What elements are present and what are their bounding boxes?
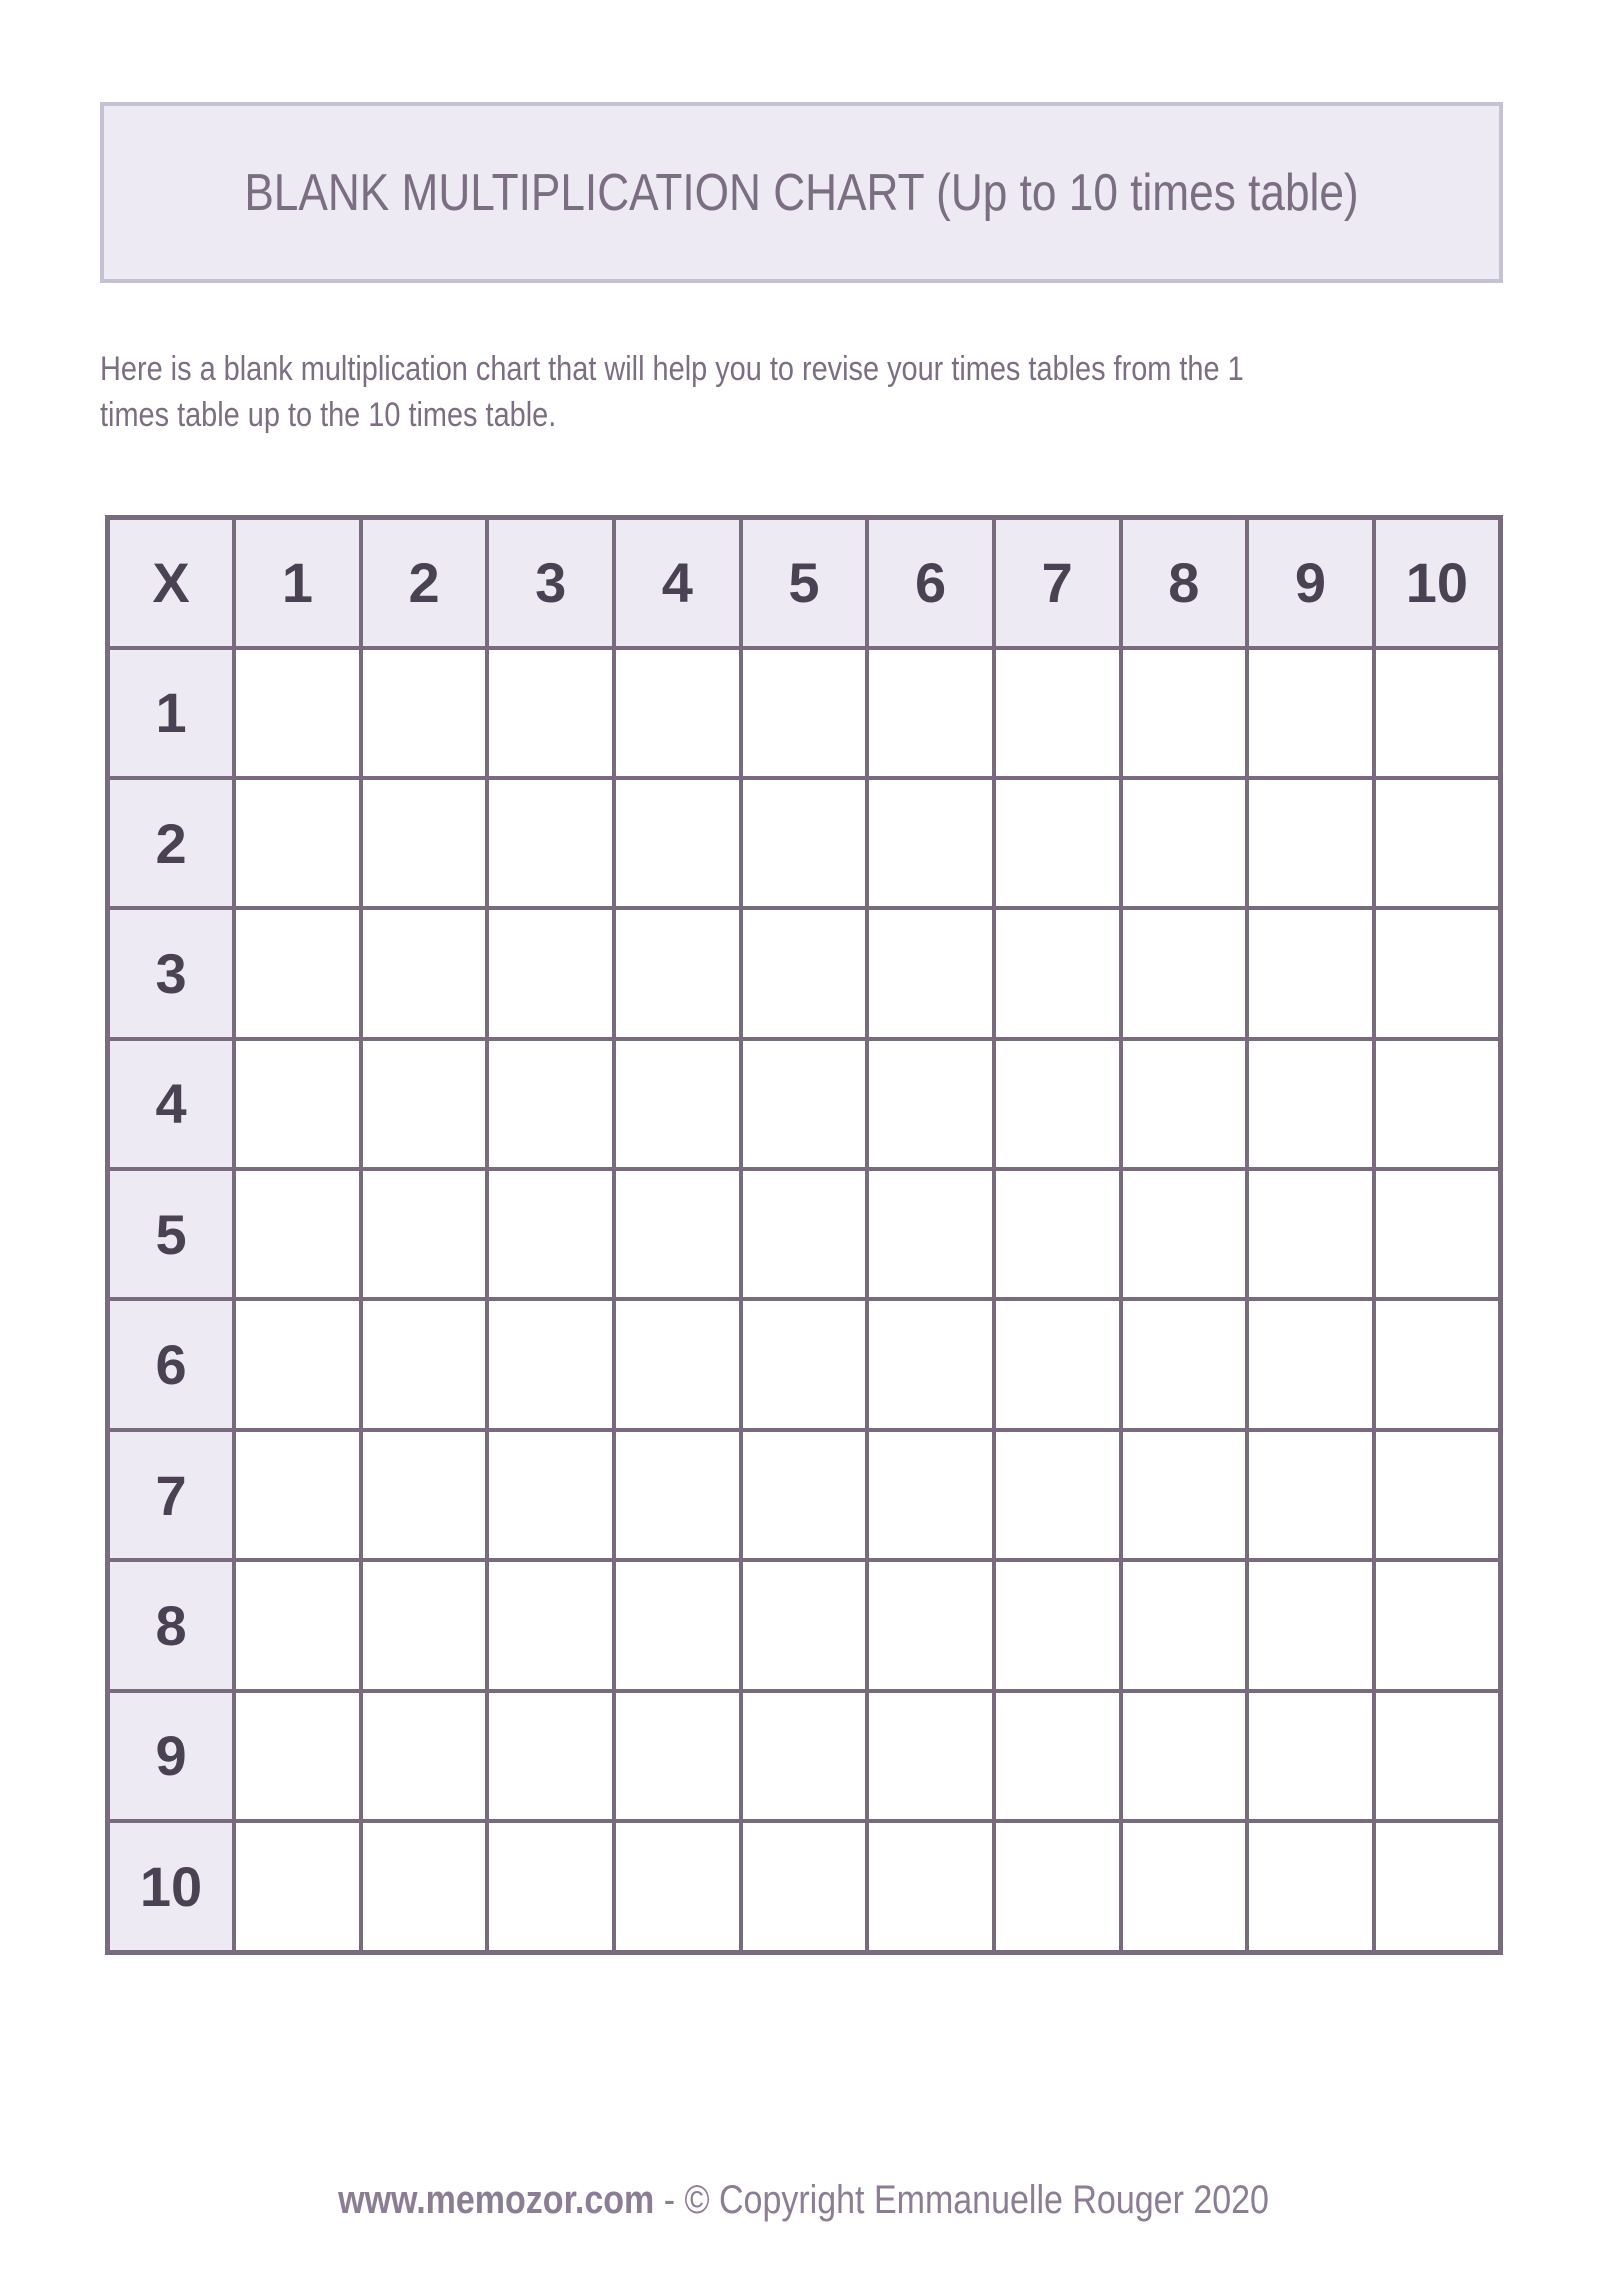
empty-cell: [614, 1430, 741, 1560]
table-row: [108, 1691, 1501, 1821]
description-line-1: Here is a blank multiplication chart that will help you to revise your times tables from the 1: [100, 350, 1244, 388]
empty-cell: [741, 1169, 868, 1299]
empty-cell: [614, 908, 741, 1038]
empty-cell: [1247, 1169, 1374, 1299]
empty-cell: [361, 1821, 488, 1952]
empty-cell: [234, 1691, 361, 1821]
empty-cell: [487, 1560, 614, 1690]
empty-cell: [614, 1169, 741, 1299]
empty-cell: [487, 1039, 614, 1169]
empty-cell: [361, 1560, 488, 1690]
empty-cell: [487, 908, 614, 1038]
empty-cell: [741, 1299, 868, 1429]
empty-cell: [361, 908, 488, 1038]
empty-cell: [361, 648, 488, 778]
row-header-cell: 10: [108, 1821, 235, 1952]
table-row: [108, 1299, 1501, 1429]
empty-cell: [867, 1299, 994, 1429]
table-row: [108, 778, 1501, 908]
col-header-cell: 2: [361, 518, 488, 648]
empty-cell: [1121, 1039, 1248, 1169]
empty-cell: [1247, 1691, 1374, 1821]
empty-cell: [1374, 1821, 1501, 1952]
empty-cell: [361, 1299, 488, 1429]
empty-cell: [361, 1691, 488, 1821]
table-body: [108, 648, 1501, 1953]
empty-cell: [1121, 1821, 1248, 1952]
row-header-cell: 5: [108, 1169, 235, 1299]
empty-cell: [741, 1691, 868, 1821]
empty-cell: [1374, 778, 1501, 908]
empty-cell: [1247, 1039, 1374, 1169]
empty-cell: [234, 1821, 361, 1952]
col-header-cell: 8: [1121, 518, 1248, 648]
col-header-cell: 5: [741, 518, 868, 648]
empty-cell: [867, 1691, 994, 1821]
empty-cell: [867, 908, 994, 1038]
empty-cell: [614, 1560, 741, 1690]
empty-cell: [741, 1430, 868, 1560]
empty-cell: [361, 1430, 488, 1560]
empty-cell: [994, 1691, 1121, 1821]
row-header-cell: 3: [108, 908, 235, 1038]
empty-cell: [234, 1299, 361, 1429]
row-header-cell: 8: [108, 1560, 235, 1690]
empty-cell: [487, 1821, 614, 1952]
title-box: [100, 102, 1503, 283]
empty-cell: [867, 1169, 994, 1299]
empty-cell: [1121, 1299, 1248, 1429]
empty-cell: [614, 1299, 741, 1429]
empty-cell: [994, 1039, 1121, 1169]
col-header-cell: 7: [994, 518, 1121, 648]
empty-cell: [614, 1691, 741, 1821]
empty-cell: [234, 648, 361, 778]
col-header-cell: 10: [1374, 518, 1501, 648]
empty-cell: [867, 648, 994, 778]
footer: [0, 2178, 1608, 2223]
empty-cell: [994, 1169, 1121, 1299]
row-header-cell: 7: [108, 1430, 235, 1560]
empty-cell: [867, 1560, 994, 1690]
empty-cell: [741, 1560, 868, 1690]
empty-cell: [994, 1560, 1121, 1690]
empty-cell: [234, 778, 361, 908]
row-header-cell: 1: [108, 648, 235, 778]
empty-cell: [1374, 1691, 1501, 1821]
empty-cell: [994, 1299, 1121, 1429]
empty-cell: [1121, 648, 1248, 778]
row-header-cell: 6: [108, 1299, 235, 1429]
empty-cell: [1247, 648, 1374, 778]
empty-cell: [1121, 1169, 1248, 1299]
empty-cell: [487, 1430, 614, 1560]
empty-cell: [1374, 1039, 1501, 1169]
empty-cell: [1247, 1299, 1374, 1429]
empty-cell: [487, 778, 614, 908]
table-row: [108, 1039, 1501, 1169]
row-header-cell: 4: [108, 1039, 235, 1169]
empty-cell: [361, 778, 488, 908]
empty-cell: [1121, 1560, 1248, 1690]
footer-text: [339, 2178, 1270, 2223]
empty-cell: [1121, 908, 1248, 1038]
empty-cell: [1247, 1821, 1374, 1952]
empty-cell: [1374, 1430, 1501, 1560]
empty-cell: [1374, 1169, 1501, 1299]
empty-cell: [994, 1430, 1121, 1560]
empty-cell: [1247, 908, 1374, 1038]
empty-cell: [614, 1821, 741, 1952]
table-row: [108, 1821, 1501, 1952]
header-row: [108, 518, 1501, 648]
empty-cell: [994, 778, 1121, 908]
table-row: [108, 1430, 1501, 1560]
empty-cell: [994, 648, 1121, 778]
col-header-cell: 1: [234, 518, 361, 648]
col-header-cell: 6: [867, 518, 994, 648]
row-header-cell: 9: [108, 1691, 235, 1821]
empty-cell: [741, 1821, 868, 1952]
empty-cell: [614, 778, 741, 908]
empty-cell: [1374, 908, 1501, 1038]
empty-cell: [487, 1169, 614, 1299]
table-row: [108, 648, 1501, 778]
empty-cell: [234, 1039, 361, 1169]
empty-cell: [867, 1821, 994, 1952]
empty-cell: [361, 1039, 488, 1169]
multiplication-table: [105, 515, 1503, 1955]
corner-cell: X: [108, 518, 235, 648]
empty-cell: [614, 648, 741, 778]
col-header-cell: 4: [614, 518, 741, 648]
empty-cell: [234, 1169, 361, 1299]
description-line-2: times table up to the 10 times table.: [100, 396, 557, 434]
table-head: [108, 518, 1501, 648]
empty-cell: [234, 1560, 361, 1690]
empty-cell: [487, 648, 614, 778]
footer-copyright: - © Copyright Emmanuelle Rouger 2020: [654, 2178, 1270, 2222]
footer-site-name: www.memozor.com: [338, 2178, 655, 2222]
empty-cell: [361, 1169, 488, 1299]
empty-cell: [867, 778, 994, 908]
empty-cell: [1247, 778, 1374, 908]
empty-cell: [1374, 1560, 1501, 1690]
empty-cell: [994, 908, 1121, 1038]
empty-cell: [1121, 1430, 1248, 1560]
empty-cell: [487, 1299, 614, 1429]
col-header-cell: 9: [1247, 518, 1374, 648]
empty-cell: [994, 1821, 1121, 1952]
empty-cell: [741, 778, 868, 908]
empty-cell: [741, 908, 868, 1038]
empty-cell: [1247, 1560, 1374, 1690]
empty-cell: [867, 1039, 994, 1169]
table-row: [108, 1560, 1501, 1690]
empty-cell: [487, 1691, 614, 1821]
page-title: BLANK MULTIPLICATION CHART (Up to 10 times table): [244, 163, 1359, 222]
empty-cell: [1247, 1430, 1374, 1560]
empty-cell: [1374, 1299, 1501, 1429]
row-header-cell: 2: [108, 778, 235, 908]
empty-cell: [234, 908, 361, 1038]
empty-cell: [614, 1039, 741, 1169]
empty-cell: [1374, 648, 1501, 778]
empty-cell: [1121, 778, 1248, 908]
table-row: [108, 1169, 1501, 1299]
empty-cell: [741, 1039, 868, 1169]
empty-cell: [741, 648, 868, 778]
empty-cell: [1121, 1691, 1248, 1821]
col-header-cell: 3: [487, 518, 614, 648]
table-row: [108, 908, 1501, 1038]
empty-cell: [234, 1430, 361, 1560]
description: [100, 346, 1520, 438]
empty-cell: [867, 1430, 994, 1560]
